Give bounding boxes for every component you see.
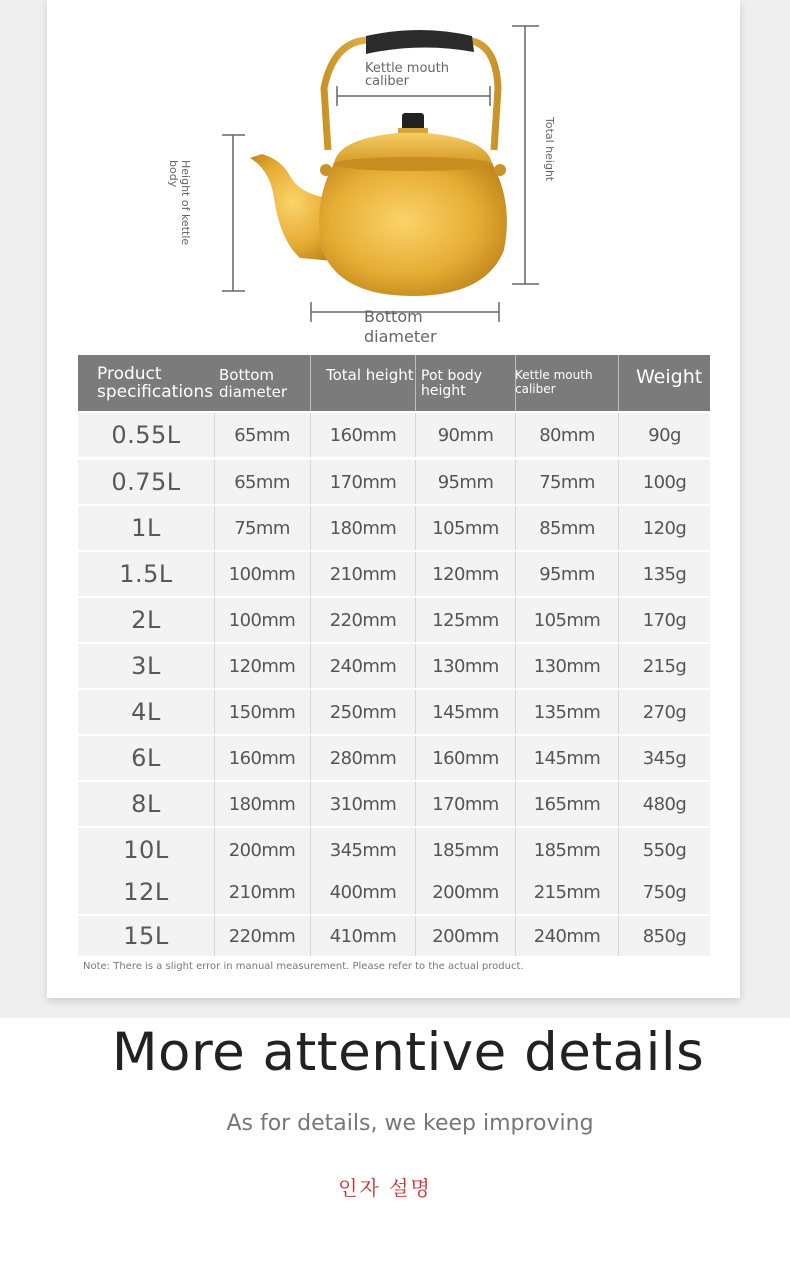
column-divider (515, 460, 516, 504)
column-divider (618, 598, 619, 642)
spec-value-cell: 135g (642, 563, 687, 585)
column-divider (515, 916, 516, 956)
spec-value-cell: 310mm (329, 793, 397, 815)
column-divider (310, 460, 311, 504)
spec-value-cell: 65mm (234, 471, 290, 493)
spec-value-cell: 95mm (539, 563, 595, 585)
spec-value-cell: 215g (642, 655, 687, 677)
column-divider (415, 598, 416, 642)
spec-value-cell: 75mm (539, 471, 595, 493)
kettle-dimension-diagram (0, 0, 790, 350)
header-bottom-line1: Bottom (219, 366, 275, 384)
column-divider (515, 870, 516, 914)
column-divider (310, 916, 311, 956)
spec-value-cell: 210mm (228, 881, 296, 903)
spec-value-cell: 345mm (329, 839, 397, 861)
column-divider (515, 736, 516, 780)
spec-value-cell: 410mm (329, 925, 397, 947)
column-divider (415, 828, 416, 872)
column-divider (618, 506, 619, 550)
spec-value-cell: 145mm (432, 701, 499, 723)
kettle-illustration (0, 0, 790, 350)
column-divider (618, 736, 619, 780)
spec-capacity-cell: 10L (123, 836, 169, 864)
spec-value-cell: 120g (642, 517, 687, 539)
spec-capacity-cell: 6L (131, 744, 161, 772)
column-divider (310, 552, 311, 596)
column-divider (415, 460, 416, 504)
column-divider (310, 736, 311, 780)
spec-value-cell: 160mm (432, 747, 499, 769)
column-divider (214, 413, 215, 457)
spec-value-cell: 165mm (533, 793, 601, 815)
column-divider (618, 413, 619, 457)
header-kettle-mouth-caliber (516, 355, 618, 411)
column-divider (415, 916, 416, 956)
column-divider (415, 690, 416, 734)
column-divider (515, 413, 516, 457)
kettle-body (319, 160, 507, 296)
spec-value-cell: 480g (642, 793, 687, 815)
column-divider (515, 644, 516, 688)
spec-capacity-cell: 0.55L (111, 421, 181, 449)
table-row (78, 460, 710, 504)
spec-value-cell: 180mm (228, 793, 296, 815)
header-mouth-line2: caliber (515, 382, 556, 396)
spec-value-cell: 90g (648, 424, 681, 446)
spec-capacity-cell: 15L (123, 922, 169, 950)
section-headline: More attentive details (111, 1022, 705, 1083)
total-height-label: Total height (543, 117, 556, 182)
spec-value-cell: 250mm (329, 701, 397, 723)
header-product-line1: Product (97, 364, 162, 384)
column-divider (618, 552, 619, 596)
header-weight (619, 355, 710, 411)
column-divider (310, 828, 311, 872)
spec-value-cell: 750g (642, 881, 687, 903)
column-divider (310, 598, 311, 642)
spec-value-cell: 345g (642, 747, 687, 769)
handle-ear-left (320, 164, 332, 176)
spec-value-cell: 215mm (533, 881, 601, 903)
table-row (78, 916, 710, 956)
column-divider (415, 870, 416, 914)
handle-grip (366, 30, 474, 54)
spec-value-cell: 550g (642, 839, 687, 861)
spec-value-cell: 200mm (228, 839, 296, 861)
spec-value-cell: 200mm (432, 881, 499, 903)
table-row (78, 644, 710, 688)
column-divider (515, 506, 516, 550)
spec-value-cell: 120mm (228, 655, 296, 677)
header-pot-line1: Pot body (421, 368, 483, 384)
spec-value-cell: 125mm (432, 609, 499, 631)
column-divider (214, 552, 215, 596)
spec-value-cell: 180mm (329, 517, 397, 539)
table-row (78, 690, 710, 734)
column-divider (618, 644, 619, 688)
column-divider (214, 644, 215, 688)
spec-value-cell: 200mm (432, 925, 499, 947)
spec-value-cell: 80mm (539, 424, 595, 446)
spec-capacity-cell: 2L (131, 606, 161, 634)
column-divider (214, 916, 215, 956)
spec-capacity-cell: 1.5L (119, 560, 173, 588)
spec-capacity-cell: 12L (123, 878, 169, 906)
column-divider (310, 782, 311, 826)
handle-ear-right (494, 164, 506, 176)
spec-value-cell: 170mm (432, 793, 499, 815)
column-divider (310, 413, 311, 457)
column-divider (415, 736, 416, 780)
spec-value-cell: 240mm (329, 655, 397, 677)
spec-value-cell: 850g (642, 925, 687, 947)
header-weight-line1: Weight (636, 366, 703, 388)
spec-value-cell: 105mm (432, 517, 499, 539)
column-divider (415, 506, 416, 550)
spec-value-cell: 170mm (329, 471, 397, 493)
table-header (78, 355, 710, 411)
spec-value-cell: 210mm (329, 563, 397, 585)
spec-value-cell: 120mm (432, 563, 499, 585)
body-height-label-line2: body (167, 160, 180, 188)
spec-value-cell: 160mm (228, 747, 296, 769)
column-divider (214, 736, 215, 780)
column-divider (415, 413, 416, 457)
header-total-line1: Total height (326, 366, 414, 384)
bottom-diameter-label (364, 307, 437, 347)
bottom-diameter-label-line2: diameter (364, 327, 437, 346)
table-row (78, 828, 710, 872)
spec-value-cell: 220mm (329, 609, 397, 631)
spec-value-cell: 100g (642, 471, 687, 493)
spec-value-cell: 100mm (228, 609, 296, 631)
mouth-caliber-label (365, 62, 449, 88)
table-row (78, 736, 710, 780)
spec-value-cell: 90mm (437, 424, 494, 446)
lid-rim (333, 157, 493, 171)
column-divider (515, 598, 516, 642)
column-divider (618, 782, 619, 826)
header-mouth-line1: Kettle mouth (515, 368, 593, 382)
spec-value-cell: 105mm (533, 609, 601, 631)
spec-value-cell: 220mm (228, 925, 296, 947)
column-divider (310, 690, 311, 734)
spec-value-cell: 135mm (533, 701, 601, 723)
column-divider (214, 598, 215, 642)
column-divider (618, 460, 619, 504)
table-row (78, 413, 710, 457)
korean-caption: 인자 설명 (338, 1176, 432, 1200)
spec-value-cell: 400mm (329, 881, 397, 903)
spec-value-cell: 130mm (432, 655, 499, 677)
column-divider (515, 828, 516, 872)
spec-value-cell: 65mm (234, 424, 290, 446)
column-divider (515, 782, 516, 826)
body-height-label-line1: Height of kettle (179, 160, 192, 246)
column-divider (214, 828, 215, 872)
spec-capacity-cell: 3L (131, 652, 161, 680)
spec-value-cell: 145mm (533, 747, 601, 769)
spec-value-cell: 75mm (234, 517, 290, 539)
spec-capacity-cell: 1L (131, 514, 161, 542)
spec-value-cell: 240mm (533, 925, 601, 947)
spec-value-cell: 130mm (533, 655, 601, 677)
body-height-label (167, 160, 192, 245)
column-divider (618, 690, 619, 734)
spec-value-cell: 95mm (437, 471, 494, 493)
mouth-caliber-label-line1: Kettle mouth (365, 61, 450, 76)
spec-value-cell: 185mm (432, 839, 499, 861)
spec-value-cell: 280mm (329, 747, 397, 769)
column-divider (310, 870, 311, 914)
column-divider (415, 644, 416, 688)
column-divider (214, 870, 215, 914)
table-row (78, 506, 710, 550)
column-divider (310, 644, 311, 688)
table-row (78, 870, 710, 914)
table-row (78, 598, 710, 642)
header-product-line2: specifications (97, 382, 214, 402)
column-divider (214, 782, 215, 826)
column-divider (515, 552, 516, 596)
spec-value-cell: 100mm (228, 563, 296, 585)
section-subheading: As for details, we keep improving (226, 1111, 594, 1136)
header-bottom-line2: diameter (219, 383, 287, 401)
spec-value-cell: 150mm (228, 701, 296, 723)
spec-capacity-cell: 8L (131, 790, 161, 818)
column-divider (618, 870, 619, 914)
spec-value-cell: 270g (642, 701, 687, 723)
mouth-caliber-label-line2: caliber (365, 74, 409, 89)
header-pot-body-height (416, 355, 515, 411)
column-divider (214, 690, 215, 734)
column-divider (515, 690, 516, 734)
bottom-diameter-label-line1: Bottom (364, 307, 423, 326)
header-pot-line2: height (421, 383, 466, 399)
spec-value-cell: 170g (642, 609, 687, 631)
header-bottom-diameter (214, 355, 310, 411)
table-row (78, 782, 710, 826)
header-total-height (311, 355, 415, 411)
table-row (78, 552, 710, 596)
spec-capacity-cell: 4L (131, 698, 161, 726)
column-divider (214, 460, 215, 504)
column-divider (618, 828, 619, 872)
column-divider (415, 552, 416, 596)
header-product-specifications (78, 355, 214, 411)
column-divider (214, 506, 215, 550)
lid-knob-base (398, 128, 428, 133)
spec-capacity-cell: 0.75L (111, 468, 181, 496)
spec-value-cell: 160mm (329, 424, 397, 446)
column-divider (415, 782, 416, 826)
column-divider (618, 916, 619, 956)
spec-value-cell: 185mm (533, 839, 601, 861)
spec-value-cell: 85mm (539, 517, 595, 539)
measurement-note: Note: There is a slight error in manual measurement. Please refer to the actual product. (83, 961, 524, 972)
column-divider (310, 506, 311, 550)
